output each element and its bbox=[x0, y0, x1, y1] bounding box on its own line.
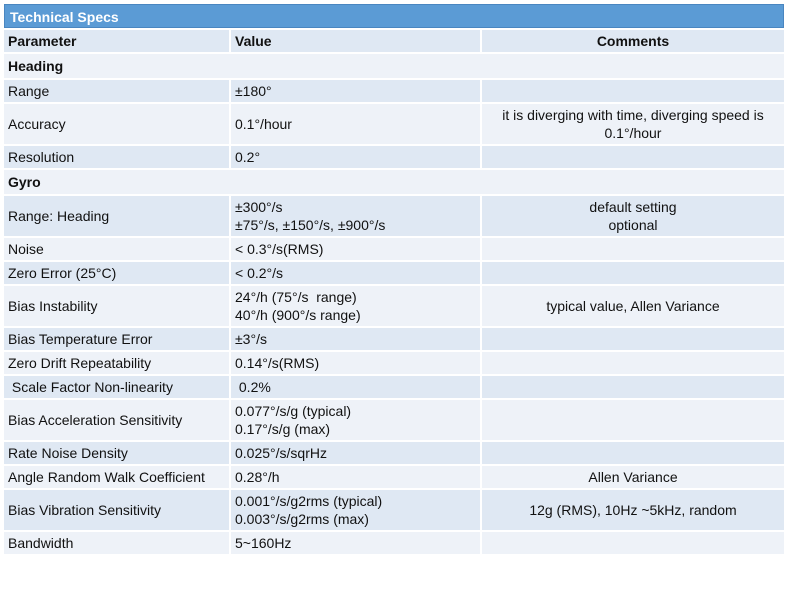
value-line: 0.001°/s/g2rms (typical) bbox=[235, 493, 383, 509]
value-cell bbox=[231, 352, 480, 374]
value-line: 0.2% bbox=[235, 379, 271, 395]
section-title: Gyro bbox=[4, 170, 784, 194]
value-cell bbox=[231, 262, 480, 284]
parameter-cell: Bias Instability bbox=[4, 286, 229, 326]
table-row bbox=[4, 196, 784, 236]
parameter-cell: Angle Random Walk Coefficient bbox=[4, 466, 229, 488]
table-row bbox=[4, 490, 784, 530]
comments-cell bbox=[482, 466, 784, 488]
comments-cell bbox=[482, 196, 784, 236]
value-line: 24°/h (75°/s range) bbox=[235, 289, 357, 305]
table-row bbox=[4, 466, 784, 488]
comments-cell bbox=[482, 400, 784, 440]
value-line: < 0.2°/s bbox=[235, 265, 284, 281]
comments-cell bbox=[482, 532, 784, 554]
value-line: ±3°/s bbox=[235, 331, 267, 347]
parameter-cell: Bias Vibration Sensitivity bbox=[4, 490, 229, 530]
comment-line: it is diverging with time, diverging speed is bbox=[502, 107, 764, 123]
value-cell bbox=[231, 442, 480, 464]
table-row bbox=[4, 262, 784, 284]
value-line: 0.28°/h bbox=[235, 469, 280, 485]
comments-cell bbox=[482, 238, 784, 260]
parameter-cell: Range bbox=[4, 80, 229, 102]
value-line: 0.14°/s(RMS) bbox=[235, 355, 320, 371]
parameter-cell: Bandwidth bbox=[4, 532, 229, 554]
table-title: Technical Specs bbox=[4, 4, 784, 28]
value-cell bbox=[231, 376, 480, 398]
header-row bbox=[4, 30, 784, 52]
value-line: ±180° bbox=[235, 83, 272, 99]
table-row bbox=[4, 238, 784, 260]
header-comments: Comments bbox=[482, 30, 784, 52]
table-row bbox=[4, 80, 784, 102]
comment-line: typical value, Allen Variance bbox=[546, 298, 720, 314]
comment-line: 0.1°/hour bbox=[604, 125, 662, 141]
specs-container bbox=[4, 4, 784, 556]
comment-line: default setting bbox=[589, 199, 677, 215]
comments-cell bbox=[482, 442, 784, 464]
value-cell bbox=[231, 490, 480, 530]
value-line: < 0.3°/s(RMS) bbox=[235, 241, 324, 257]
comments-cell bbox=[482, 328, 784, 350]
header-value: Value bbox=[231, 30, 480, 52]
value-cell bbox=[231, 238, 480, 260]
comment-line: Allen Variance bbox=[588, 469, 678, 485]
parameter-cell: Resolution bbox=[4, 146, 229, 168]
section-title: Heading bbox=[4, 54, 784, 78]
table-row bbox=[4, 104, 784, 144]
section-row bbox=[4, 170, 784, 194]
comment-line: optional bbox=[608, 217, 658, 233]
value-line: 5~160Hz bbox=[235, 535, 292, 551]
value-cell bbox=[231, 146, 480, 168]
comments-cell bbox=[482, 262, 784, 284]
value-cell bbox=[231, 286, 480, 326]
comments-cell bbox=[482, 104, 784, 144]
parameter-cell: Noise bbox=[4, 238, 229, 260]
value-line: ±300°/s bbox=[235, 199, 283, 215]
value-cell bbox=[231, 532, 480, 554]
comments-cell bbox=[482, 490, 784, 530]
value-cell bbox=[231, 400, 480, 440]
section-row bbox=[4, 54, 784, 78]
parameter-cell: Zero Drift Repeatability bbox=[4, 352, 229, 374]
parameter-cell: Zero Error (25°C) bbox=[4, 262, 229, 284]
value-cell bbox=[231, 104, 480, 144]
table-row bbox=[4, 532, 784, 554]
value-line: 0.003°/s/g2rms (max) bbox=[235, 511, 369, 527]
specs-table bbox=[2, 28, 786, 556]
table-row bbox=[4, 352, 784, 374]
value-line: 0.2° bbox=[235, 149, 261, 165]
parameter-cell: Bias Acceleration Sensitivity bbox=[4, 400, 229, 440]
value-line: 40°/h (900°/s range) bbox=[235, 307, 361, 323]
value-cell bbox=[231, 466, 480, 488]
parameter-cell: Range: Heading bbox=[4, 196, 229, 236]
value-line: 0.025°/s/sqrHz bbox=[235, 445, 327, 461]
comments-cell bbox=[482, 352, 784, 374]
value-cell bbox=[231, 196, 480, 236]
table-row bbox=[4, 286, 784, 326]
parameter-cell: Bias Temperature Error bbox=[4, 328, 229, 350]
comments-cell bbox=[482, 376, 784, 398]
value-line: 0.1°/hour bbox=[235, 116, 292, 132]
header-parameter: Parameter bbox=[4, 30, 229, 52]
table-row bbox=[4, 442, 784, 464]
comment-line: 12g (RMS), 10Hz ~5kHz, random bbox=[529, 502, 737, 518]
value-line: 0.17°/s/g (max) bbox=[235, 421, 331, 437]
comments-cell bbox=[482, 80, 784, 102]
table-row bbox=[4, 146, 784, 168]
table-row bbox=[4, 400, 784, 440]
comments-cell bbox=[482, 286, 784, 326]
value-line: 0.077°/s/g (typical) bbox=[235, 403, 352, 419]
table-row bbox=[4, 376, 784, 398]
value-cell bbox=[231, 80, 480, 102]
table-row bbox=[4, 328, 784, 350]
parameter-cell: Rate Noise Density bbox=[4, 442, 229, 464]
value-cell bbox=[231, 328, 480, 350]
parameter-cell: Accuracy bbox=[4, 104, 229, 144]
comments-cell bbox=[482, 146, 784, 168]
parameter-cell: Scale Factor Non-linearity bbox=[4, 376, 229, 398]
value-line: ±75°/s, ±150°/s, ±900°/s bbox=[235, 217, 386, 233]
